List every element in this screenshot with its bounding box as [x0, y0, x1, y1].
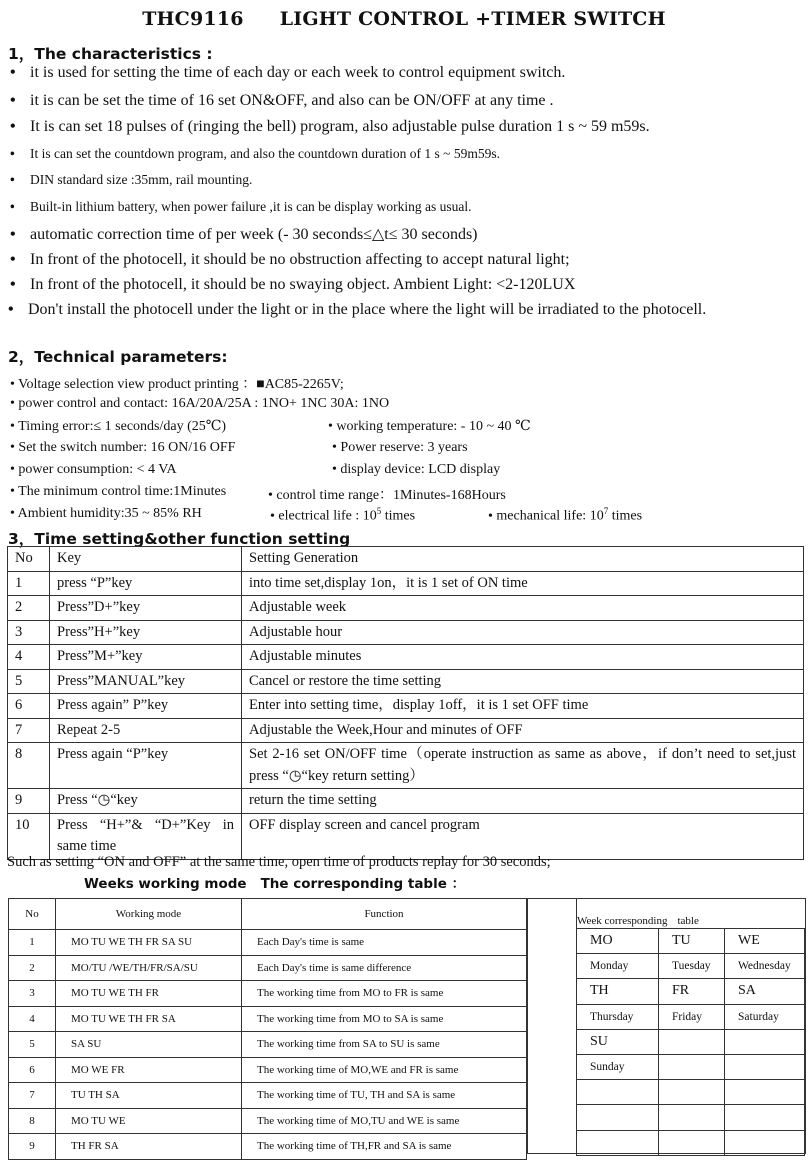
- table-cell: OFF display screen and cancel program: [242, 813, 804, 859]
- table-row: [8, 669, 804, 694]
- table-cell: SU: [577, 1029, 659, 1054]
- param-power-reserve: • Power reserve: 3 years: [332, 440, 468, 456]
- table-cell: 2: [8, 596, 50, 621]
- param-humidity: • Ambient humidity:35 ~ 85% RH: [10, 506, 202, 522]
- table-cell: MO/TU /WE/TH/FR/SA/SU: [56, 955, 242, 981]
- table-row: [8, 718, 804, 743]
- table-row: [9, 930, 527, 956]
- page-title: [0, 8, 808, 30]
- table-cell: Set 2-16 set ON/OFF time（operate instruction as same as above，if don’t need to set,just press “◷“key return setting）: [242, 743, 804, 789]
- weeks-mode-title: Weeks working mode The corresponding table ：: [84, 876, 466, 892]
- param-working-temp: • working temperature: - 10 ~ 40 ℃: [328, 418, 531, 435]
- time-setting-table: [7, 546, 804, 860]
- table-cell: Adjustable week: [242, 596, 804, 621]
- table-row: [9, 981, 527, 1007]
- week-corresponding-table: [576, 898, 806, 1154]
- table-cell: 5: [8, 669, 50, 694]
- characteristic-bullet: • It is can set 18 pulses of (ringing the bell) program, also adjustable pulse duration 1 s ~ 59 m59s.: [10, 118, 650, 136]
- table-cell: Press again” P”key: [50, 694, 242, 719]
- table-cell: The working time of TU, TH and SA is same: [242, 1083, 527, 1109]
- model-number: THC9116: [142, 8, 244, 30]
- table-cell: MO: [577, 929, 659, 954]
- param-voltage: • Voltage selection view product printing ：■AC85-2265V;: [10, 377, 344, 392]
- table-cell: [659, 1130, 725, 1155]
- characteristic-bullet: • it is used for setting the time of each day or each week to control equipment switch.: [10, 64, 565, 82]
- table-cell: Adjustable minutes: [242, 645, 804, 670]
- table-row: [9, 955, 527, 981]
- table-row: [577, 1054, 805, 1079]
- table-cell: [659, 1054, 725, 1079]
- table-cell: Monday: [577, 954, 659, 979]
- table-cell: Press”M+”key: [50, 645, 242, 670]
- table-row: [8, 813, 804, 859]
- table-cell: Press “H+”& “D+”Key in same time: [50, 813, 242, 859]
- characteristic-bullet: • In front of the photocell, it should be no swaying object. Ambient Light: <2-120LUX: [10, 276, 575, 294]
- section-1-heading: 1，The characteristics :: [8, 45, 213, 63]
- table-cell: Saturday: [725, 1004, 805, 1029]
- table-cell: TH: [577, 979, 659, 1004]
- table-cell: 4: [8, 645, 50, 670]
- table-cell: [577, 1130, 659, 1155]
- table-cell: MO TU WE TH FR SA: [56, 1006, 242, 1032]
- table-cell: Sunday: [577, 1054, 659, 1079]
- table-cell: WE: [725, 929, 805, 954]
- table-cell: Enter into setting time，display 1off，it is 1 set OFF time: [242, 694, 804, 719]
- table-cell: Repeat 2-5: [50, 718, 242, 743]
- table-row: [577, 1105, 805, 1130]
- table-cell: [577, 1105, 659, 1130]
- table-cell: Each Day's time is same: [242, 930, 527, 956]
- table-cell: [659, 1080, 725, 1105]
- characteristic-bullet: • it is can be set the time of 16 set ON&OFF, and also can be ON/OFF at any time .: [10, 92, 554, 110]
- table-cell: Function: [242, 899, 527, 930]
- week-abbrev-grid: [576, 928, 805, 1156]
- table-cell: Working mode: [56, 899, 242, 930]
- table-cell: Tuesday: [659, 954, 725, 979]
- table-row: [9, 1083, 527, 1109]
- param-mechanical-life: • mechanical life: $10^7$ times: [488, 506, 642, 525]
- table-cell: [725, 1029, 805, 1054]
- product-name: LIGHT CONTROL +TIMER SWITCH: [279, 8, 666, 30]
- table-cell: press “P”key: [50, 571, 242, 596]
- section-2-heading: 2，Technical parameters:: [8, 348, 228, 366]
- table-cell: 9: [9, 1134, 56, 1160]
- table-cell: 8: [9, 1108, 56, 1134]
- table-cell: 5: [9, 1032, 56, 1058]
- table-row: [8, 620, 804, 645]
- table-cell: SA SU: [56, 1032, 242, 1058]
- table-cell: Press”D+”key: [50, 596, 242, 621]
- table-cell: 3: [9, 981, 56, 1007]
- table-cell: The working time of MO,TU and WE is same: [242, 1108, 527, 1134]
- table-row: [577, 979, 805, 1004]
- table-row: [577, 1029, 805, 1054]
- table-cell: 7: [9, 1083, 56, 1109]
- table-row: [577, 954, 805, 979]
- table-cell: [659, 1029, 725, 1054]
- table-cell: The working time from MO to FR is same: [242, 981, 527, 1007]
- characteristic-bullet: • Don't install the photocell under the light or in the place where the light will be irradiated to the photocell.: [8, 301, 804, 318]
- table-cell: 1: [9, 930, 56, 956]
- table-row: [9, 1032, 527, 1058]
- table-cell: Friday: [659, 1004, 725, 1029]
- param-min-time: • The minimum control time:1Minutes: [10, 484, 226, 500]
- table-cell: [725, 1054, 805, 1079]
- table-cell: FR: [659, 979, 725, 1004]
- week-corresponding-title: Week corresponding table: [577, 915, 699, 927]
- param-display: • display device: LCD display: [332, 462, 500, 478]
- table-row: [8, 694, 804, 719]
- table-cell: 6: [8, 694, 50, 719]
- table-cell: [725, 1130, 805, 1155]
- table-row: [577, 1004, 805, 1029]
- table-cell: Adjustable the Week,Hour and minutes of OFF: [242, 718, 804, 743]
- table-row: [9, 1108, 527, 1134]
- table-cell: Press”H+”key: [50, 620, 242, 645]
- table-cell: MO TU WE TH FR: [56, 981, 242, 1007]
- table-cell: MO TU WE: [56, 1108, 242, 1134]
- table-cell: No: [9, 899, 56, 930]
- table-row: [577, 929, 805, 954]
- table-cell: return the time setting: [242, 789, 804, 814]
- characteristic-bullet: • Built-in lithium battery, when power failure ,it is can be display working as usual.: [10, 199, 472, 215]
- table-cell: 9: [8, 789, 50, 814]
- param-time-range: • control time range：1Minutes-168Hours: [268, 484, 506, 504]
- table-cell: Thursday: [577, 1004, 659, 1029]
- table-row: [8, 571, 804, 596]
- weeks-working-mode-table: [8, 898, 527, 1160]
- table-cell: into time set,display 1on，it is 1 set of ON time: [242, 571, 804, 596]
- table-cell: 10: [8, 813, 50, 859]
- table-cell: Press”MANUAL”key: [50, 669, 242, 694]
- table-cell: The working time from SA to SU is same: [242, 1032, 527, 1058]
- table-cell: Press “◷“key: [50, 789, 242, 814]
- table-cell: 3: [8, 620, 50, 645]
- table-row: [577, 1080, 805, 1105]
- section-3-heading: 3，Time setting&other function setting: [8, 530, 351, 548]
- table-cell: Press again “P”key: [50, 743, 242, 789]
- header-key: Key: [50, 547, 242, 572]
- table-row: [8, 743, 804, 789]
- table-cell: SA: [725, 979, 805, 1004]
- table-cell: Adjustable hour: [242, 620, 804, 645]
- table-cell: Wednesday: [725, 954, 805, 979]
- note-text: Such as setting “ON and OFF” at the same time, open time of products replay for 30 seconds;: [7, 854, 551, 870]
- table-row: [577, 1130, 805, 1155]
- table-cell: 4: [9, 1006, 56, 1032]
- header-no: No: [8, 547, 50, 572]
- table-row: [9, 1057, 527, 1083]
- table-cell: [659, 1105, 725, 1130]
- table-row: [9, 1006, 527, 1032]
- table-cell: TH FR SA: [56, 1134, 242, 1160]
- table-cell: 1: [8, 571, 50, 596]
- table-cell: MO WE FR: [56, 1057, 242, 1083]
- header-setting: Setting Generation: [242, 547, 804, 572]
- param-timing-error: • Timing error:≤ 1 seconds/day (25℃): [10, 418, 226, 435]
- characteristic-bullet: • In front of the photocell, it should be no obstruction affecting to accept natural light;: [10, 251, 570, 269]
- table-cell: 7: [8, 718, 50, 743]
- table-cell: Cancel or restore the time setting: [242, 669, 804, 694]
- weeks-header-row: [9, 899, 527, 930]
- table-row: [8, 596, 804, 621]
- table-cell: MO TU WE TH FR SA SU: [56, 930, 242, 956]
- table-cell: The working time from MO to SA is same: [242, 1006, 527, 1032]
- table-cell: 2: [9, 955, 56, 981]
- param-electrical-life: • electrical life : $10^5$ times: [270, 506, 415, 525]
- table-row: [8, 645, 804, 670]
- table-divider: [527, 898, 578, 1154]
- characteristic-bullet: • automatic correction time of per week (- 30 seconds≤△t≤ 30 seconds): [10, 224, 478, 244]
- table-cell: [725, 1105, 805, 1130]
- table-row: [9, 1134, 527, 1160]
- table-row: [8, 789, 804, 814]
- table-cell: TU: [659, 929, 725, 954]
- characteristic-bullet: • DIN standard size :35mm, rail mounting.: [10, 172, 252, 188]
- param-switch-number: • Set the switch number: 16 ON/16 OFF: [10, 440, 235, 456]
- param-consumption: • power consumption: < 4 VA: [10, 462, 177, 478]
- table-cell: TU TH SA: [56, 1083, 242, 1109]
- table-cell: [577, 1080, 659, 1105]
- table-cell: 8: [8, 743, 50, 789]
- table-header-row: [8, 547, 804, 572]
- param-power: • power control and contact: 16A/20A/25A : 1NO+ 1NC 30A: 1NO: [10, 396, 389, 411]
- table-cell: [725, 1080, 805, 1105]
- table-cell: Each Day's time is same difference: [242, 955, 527, 981]
- table-cell: The working time of MO,WE and FR is same: [242, 1057, 527, 1083]
- table-cell: 6: [9, 1057, 56, 1083]
- table-cell: The working time of TH,FR and SA is same: [242, 1134, 527, 1160]
- characteristic-bullet: • It is can set the countdown program, and also the countdown duration of 1 s ~ 59m59s.: [10, 146, 500, 162]
